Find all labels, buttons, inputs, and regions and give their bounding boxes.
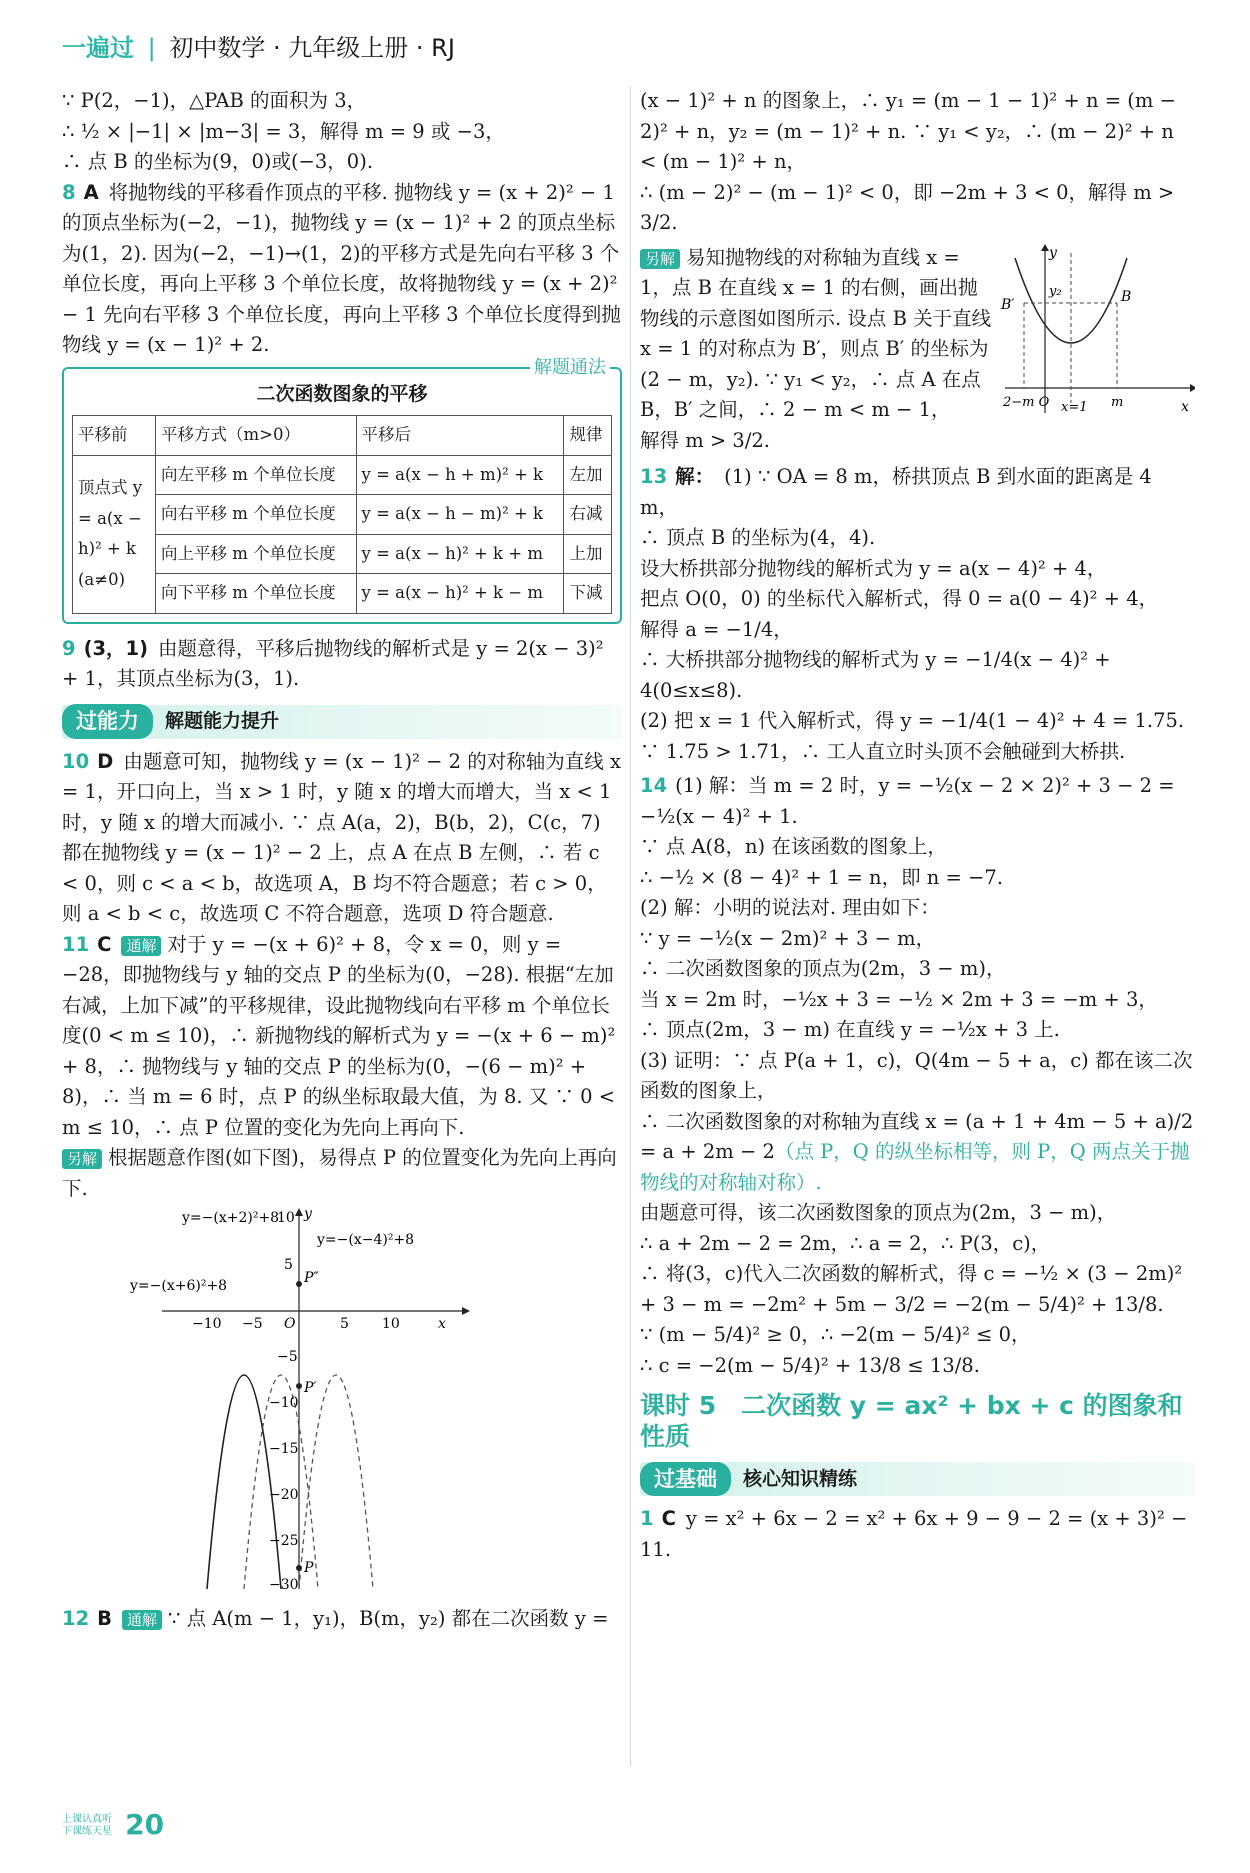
tick-label: 2−m O — [1003, 394, 1050, 410]
text-line: ∴ 顶点 B 的坐标为(4，4). — [640, 526, 876, 549]
section-bar — [640, 1462, 1195, 1496]
solution-tag: 通解 — [122, 1610, 162, 1630]
table-cell: 向下平移 m 个单位长度 — [156, 574, 357, 614]
answer-letter: D — [97, 749, 114, 773]
question-text: 将抛物线的平移看作顶点的平移. 抛物线 y = (x + 2)² − 1 的顶点坐标为(−2，−1)，抛物线 y = (x − 1)² + 2 的顶点坐标为(1，2). 因为(−2，−1)→(1，2)的平移方式是先向右平移 3 个单位长度，再向上平移 3 个单位长度，故将抛物线 y = (x + 2)² − 1 先向右平移 3 个单位长度，再向上平移 3 个单位长度得到抛物线 y = (x − 1)² + 2. — [62, 180, 621, 356]
table-cell: 右减 — [564, 495, 612, 535]
point-p — [296, 1565, 302, 1571]
question-number: 9 — [62, 636, 76, 660]
point-p-double-prime — [296, 1281, 302, 1287]
question-number: 10 — [62, 749, 90, 773]
table-cell: 上加 — [564, 534, 612, 574]
point-p-prime — [296, 1383, 302, 1389]
table-header: 平移后 — [356, 416, 564, 456]
table-cell: 向右平移 m 个单位长度 — [156, 495, 357, 535]
y-tick-label: −5 — [277, 1349, 298, 1365]
question-text: ∵ 点 A(m − 1，y₁)，B(m，y₂) 都在二次函数 y = — [168, 1606, 609, 1630]
question-10 — [62, 747, 622, 930]
solution-tag: 另解 — [640, 249, 680, 269]
left-column — [62, 86, 622, 1634]
table-cell: y = a(x − h + m)² + k — [356, 455, 564, 495]
answer-letter: A — [83, 180, 99, 204]
lesson-title: 课时 5 二次函数 y = ax² + bx + c 的图象和性质 — [640, 1391, 1183, 1451]
text-line: (2) 解：小明的说法对. 理由如下： — [640, 896, 940, 919]
text-line: ∴ ½ × |−1| × |m−3| = 3，解得 m = 9 或 −3， — [62, 119, 505, 143]
question-11 — [62, 930, 622, 1144]
text-line: ∵ (m − 5/4)² ≥ 0，∴ −2(m − 5/4)² ≤ 0， — [640, 1323, 1031, 1346]
header-title: 初中数学 · 九年级上册 · RJ — [169, 34, 455, 62]
y-tick-label: −20 — [269, 1487, 299, 1503]
table-cell: 顶点式 y = a(x − h)² + k (a≠0) — [73, 455, 156, 613]
text-line: ∴ 二次函数图象的顶点为(2m，3 − m)， — [640, 957, 1006, 980]
text-line: ∴ 点 B 的坐标为(9，0)或(−3，0). — [62, 150, 374, 173]
table-header: 平移前 — [73, 416, 156, 456]
text-line: 由题意可得，该二次函数图象的顶点为(2m，3 − m)， — [640, 1201, 1117, 1224]
question-14: 14 (1) 解：当 m = 2 时，y = −½(x − 2 × 2)² + 3 − 2 = −½(x − 4)² + 1. — [640, 774, 1175, 828]
solution-tag: 通解 — [121, 936, 161, 956]
text-line: ∴ a + 2m − 2 = 2m，∴ a = 2，∴ P(3，c)， — [640, 1231, 1051, 1255]
x-tick-label: −10 — [192, 1316, 222, 1332]
text-line: (2) 把 x = 1 代入解析式，得 y = −1/4(1 − 4)² + 4 = 1.75. — [640, 709, 1185, 732]
answer-letter: C — [97, 932, 112, 956]
note-text: （点 P，Q 的纵坐标相等，则 P，Q 两点关于抛物线的对称轴对称）. — [640, 1140, 1190, 1194]
text-line: ∵ 1.75 > 1.71，∴ 工人直立时头顶不会触碰到大桥拱. — [640, 739, 1126, 763]
table-header-row — [73, 416, 612, 456]
solution-tag: 另解 — [62, 1149, 102, 1169]
question-text: 由题意得，平移后抛物线的解析式是 y = 2(x − 3)² + 1，其顶点坐标为(3，1). — [62, 636, 604, 690]
text-line: ∵ P(2，−1)，△PAB 的面积为 3， — [62, 89, 367, 112]
parabola-figure — [62, 1204, 622, 1604]
question-number: 11 — [62, 932, 90, 956]
text-line: ∴ (m − 2)² − (m − 1)² < 0，即 −2m + 3 < 0，解得 m > 3/2. — [640, 180, 1175, 234]
table-cell: 左加 — [564, 455, 612, 495]
x-axis-label: x — [438, 1316, 446, 1332]
question-number: 14 — [640, 774, 668, 797]
text-line: ∵ y = −½(x − 2m)² + 3 − m， — [640, 926, 936, 950]
text-line: 设大桥拱部分抛物线的解析式为 y = a(x − 4)² + 4， — [640, 556, 1107, 580]
footer-motto: 上课认真听 下课练天星 — [62, 1814, 112, 1837]
answer-letter: C — [661, 1507, 676, 1530]
page-number: 20 — [125, 1808, 165, 1841]
text-line: 解得 m > 3/2. — [640, 428, 771, 452]
question-text: y = x² + 6x − 2 = x² + 6x + 9 − 9 − 2 = (x + 3)² − 11. — [640, 1507, 1188, 1561]
section-subtitle: 核心知识精练 — [743, 1467, 858, 1490]
question-number: 12 — [62, 1606, 90, 1630]
x-tick-label: −5 — [242, 1316, 263, 1332]
brand-logo: 一遍过 — [62, 34, 134, 62]
page-header: 一遍过 | 初中数学 · 九年级上册 · RJ — [62, 34, 455, 62]
y-axis-label: y — [304, 1206, 312, 1222]
question-text: 根据题意作图(如下图)，易得点 P 的位置变化为先向上再向下. — [62, 1146, 617, 1200]
method-box-label: 解题通法 — [530, 353, 610, 384]
question-9 — [62, 634, 622, 695]
point-label: P — [304, 1560, 314, 1576]
text-line: ∴ 大桥拱部分抛物线的解析式为 y = −1/4(x − 4)² + 4(0≤x≤8). — [640, 648, 1111, 702]
table-row — [73, 455, 612, 495]
text-line: (x − 1)² + n 的图象上，∴ y₁ = (m − 1 − 1)² + n = (m − 2)² + n，y₂ = (m − 1)² + n. ∵ y₁ < y₂，∴ (m − 2)² + n < (m − 1)² + n， — [640, 89, 1176, 173]
answer-value: (3，1) — [83, 636, 149, 660]
x-axis-arrow — [1190, 384, 1195, 392]
text-line: ∴ c = −2(m − 5/4)² + 13/8 ≤ 13/8. — [640, 1353, 980, 1377]
y-axis-label: y — [1049, 244, 1057, 261]
text-line: ∴ −½ × (8 − 4)² + 1 = n，即 n = −7. — [640, 865, 1004, 889]
curve-label: y=−(x−4)²+8 — [317, 1232, 415, 1248]
y-tick-label: 5 — [284, 1257, 293, 1273]
parabola-curve-dashed — [299, 1375, 373, 1589]
point-label: B′ — [1001, 296, 1015, 313]
question-number: 1 — [640, 1507, 654, 1530]
y-tick-label: −15 — [269, 1441, 299, 1457]
table-cell: y = a(x − h)² + k − m — [356, 574, 564, 614]
y-tick-label: −10 — [269, 1395, 299, 1411]
section-pill: 过基础 — [640, 1462, 731, 1497]
question-13: 13 解： (1) ∵ OA = 8 m，桥拱顶点 B 到水面的距离是 4 m， — [640, 465, 1152, 519]
x-axis-label: x — [1181, 398, 1189, 415]
parabola-sketch — [995, 243, 1195, 423]
page-footer — [62, 1808, 164, 1841]
y-tick-label: −25 — [269, 1533, 299, 1549]
table-cell: y = a(x − h − m)² + k — [356, 495, 564, 535]
y-axis-arrow — [295, 1208, 303, 1216]
table-cell: 向上平移 m 个单位长度 — [156, 534, 357, 574]
y2-label: y₂ — [1049, 283, 1062, 299]
point-label: P″ — [304, 1270, 319, 1286]
text-line: (3) 证明：∵ 点 P(a + 1，c)，Q(4m − 5 + a，c) 都在该二次函数的图象上， — [640, 1048, 1193, 1102]
text-line: ∴ 二次函数图象的对称轴为直线 x = (a + 1 + 4m − 5 + a)/2 = a + 2m − 2（点 P，Q 的纵坐标相等，则 P，Q 两点关于抛物线的对称轴对称）. — [640, 1109, 1194, 1194]
question-12 — [62, 1604, 622, 1635]
tick-label: x=1 — [1061, 399, 1088, 415]
section-pill: 过能力 — [62, 704, 153, 739]
text-line: 当 x = 2m 时，−½x + 3 = −½ × 2m + 3 = −m + 3， — [640, 987, 1158, 1011]
table-cell: 向左平移 m 个单位长度 — [156, 455, 357, 495]
origin-label: O — [284, 1316, 296, 1332]
text-line: 把点 O(0，0) 的坐标代入解析式，得 0 = a(0 − 4)² + 4， — [640, 587, 1159, 610]
column-divider — [630, 86, 631, 1766]
translation-table — [72, 415, 612, 614]
y-axis-arrow — [1041, 244, 1049, 251]
curve-label: y=−(x+6)²+8 — [130, 1278, 228, 1294]
table-cell: 下减 — [564, 574, 612, 614]
alt-solution-block — [640, 243, 1195, 457]
x-axis-arrow — [462, 1307, 470, 1315]
section-subtitle: 解题能力提升 — [165, 710, 280, 733]
text-line: ∵ 点 A(8，n) 在该函数的图象上， — [640, 835, 947, 858]
question-1 — [640, 1504, 1195, 1565]
tick-label: m — [1111, 394, 1124, 410]
question-text: 易知抛物线的对称轴为直线 x = 1，点 B 在直线 x = 1 的右侧，画出抛物线的示意图如图所示. 设点 B 关于直线 x = 1 的对称点为 B′，则点 B′ 的坐标为(2 − m，y₂). ∵ y₁ < y₂，∴ 点 A 在点 B，B′ 之间，∴ 2 − m < m − 1， — [640, 245, 992, 421]
point-label: P′ — [304, 1380, 317, 1396]
alt-solution-text — [640, 243, 995, 457]
x-tick-label: 10 — [382, 1316, 400, 1332]
text-line: ∴ 将(3，c)代入二次函数的解析式，得 c = −½ × (3 − 2m)² + 3 − m = −2m² + 5m − 3/2 = −2(m − 5/4)² + 13/8. — [640, 1262, 1183, 1316]
method-box-title: 二次函数图象的平移 — [256, 382, 428, 405]
x-tick-label: 5 — [340, 1316, 349, 1332]
solution-head: 解： — [675, 465, 715, 488]
text-line: ∴ 顶点(2m，3 − m) 在直线 y = −½x + 3 上. — [640, 1018, 1060, 1041]
text-line: 解得 a = −1/4， — [640, 617, 793, 641]
curve-label: y=−(x+2)²+8 — [182, 1210, 280, 1226]
question-number: 13 — [640, 465, 668, 488]
table-header: 规律 — [564, 416, 612, 456]
y-tick-label: −30 — [269, 1577, 299, 1593]
parabola-graph — [62, 1204, 622, 1594]
answer-letter: B — [97, 1606, 113, 1630]
question-11-alt — [62, 1143, 622, 1204]
question-number: 8 — [62, 180, 76, 204]
question-8 — [62, 178, 622, 361]
table-cell: y = a(x − h)² + k + m — [356, 534, 564, 574]
method-box — [62, 356, 622, 624]
y-tick-label: 10 — [277, 1210, 295, 1226]
table-header: 平移方式（m>0） — [156, 416, 357, 456]
section-bar — [62, 705, 622, 739]
question-text: 对于 y = −(x + 6)² + 8，令 x = 0，则 y = −28，即抛物线与 y 轴的交点 P 的坐标为(0，−28). 根据“左加右减，上加下减”的平移规律，设此抛物线向右平移 m 个单位长度(0 < m ≤ 10)，∴ 新抛物线的解析式为 y = −(x + 6 − m)² + 8，∴ 抛物线与 y 轴的交点 P 的坐标为(0，−(6 − m)² + 8)，∴ 当 m = 6 时，点 P 的纵坐标取最大值，为 8. 又 ∵ 0 < m ≤ 10，∴ 点 P 位置的变化为先向上再向下. — [62, 932, 616, 1139]
question-text: 由题意可知，抛物线 y = (x − 1)² − 2 的对称轴为直线 x = 1，开口向上，当 x > 1 时，y 随 x 的增大而增大，当 x < 1 时，y 随 x 的增大而减小. ∵ 点 A(a，2)，B(b，2)，C(c，7) 都在抛物线 y = (x − 1)² − 2 上，点 A 在点 B 左侧，∴ 若 c < 0，则 c < a < b，故选项 A，B 均不符合题意；若 c > 0，则 a < b < c，故选项 C 不符合题意，选项 D 符合题意. — [62, 749, 621, 925]
point-label: B — [1121, 288, 1132, 305]
right-column — [640, 86, 1195, 1565]
